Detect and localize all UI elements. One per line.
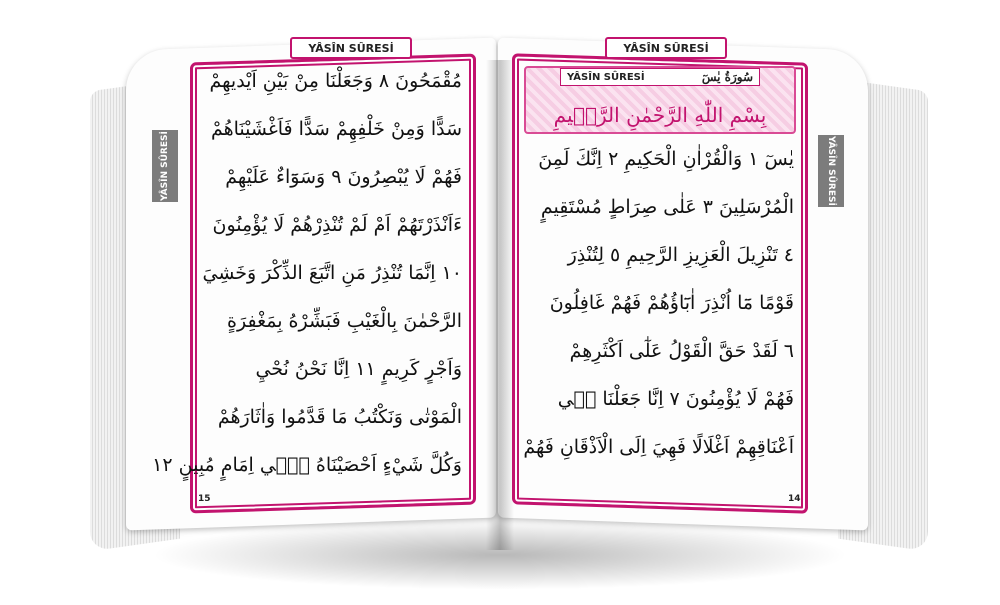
right-page-number: 14 [788, 494, 801, 504]
right-side-tab: YÂSÎN SÛRESİ [818, 135, 844, 207]
left-line-6: الرَّحْمٰنَ بِالْغَيْبِ فَبَشِّرْهُ بِمَغْفِرَةٍ [227, 310, 462, 332]
left-line-5: ١٠ اِنَّمَا تُنْذِرُ مَنِ اتَّبَعَ الذِّكْرَ وَخَشِيَ [202, 262, 462, 284]
left-line-7: وَاَجْرٍ كَرِيمٍ ١١ اِنَّا نَحْنُ نُحْيِ [255, 358, 462, 380]
right-line-6: فَهُمْ لَا يُؤْمِنُونَ ٧ اِنَّا جَعَلْنَا فٖي [557, 388, 794, 410]
right-line-7: اَعْنَاقِهِمْ اَغْلَالًا فَهِيَ اِلَى الْاَذْقَانِ فَهُمْ [523, 436, 794, 458]
bismillah: بِسْمِ اللّٰهِ الرَّحْمٰنِ الرَّحٖيمِ [553, 103, 767, 127]
left-page-number: 15 [198, 494, 211, 504]
surah-title-arabic: سُورَةُ يٰسٓ [701, 70, 753, 84]
right-line-3: ٤ تَنْزِيلَ الْعَزِيزِ الرَّحِيمِ ٥ لِتُنْذِرَ [567, 244, 794, 266]
left-line-8: الْمَوْتٰى وَنَكْتُبُ مَا قَدَّمُوا وَاٰثَارَهُمْ [217, 406, 462, 428]
left-line-2: سَدًّا وَمِنْ خَلْفِهِمْ سَدًّا فَاَغْشَيْنَاهُمْ [210, 118, 462, 140]
left-line-3: فَهُمْ لَا يُبْصِرُونَ ٩ وَسَوَٓاءٌ عَلَيْهِمْ [225, 166, 462, 188]
left-side-tab: YÂSÎN SÛRESİ [152, 130, 178, 202]
right-line-1: يٰسٓ ١ وَالْقُرْاٰنِ الْحَكِيمِ ٢ اِنَّكَ لَمِنَ [538, 148, 794, 170]
right-line-2: الْمُرْسَلِينَ ٣ عَلٰى صِرَاطٍ مُسْتَقِيمٍ [540, 196, 794, 218]
left-page-header: YÂSÎN SÛRESİ [290, 37, 412, 59]
book-gutter [486, 60, 514, 550]
right-page-header: YÂSÎN SÛRESİ [605, 37, 727, 59]
right-line-4: قَوْمًا مَٓا اُنْذِرَ اٰبَٓاؤُهُمْ فَهُمْ غَافِلُونَ [549, 292, 794, 314]
left-line-9: وَكُلَّ شَيْءٍ اَحْصَيْنَاهُ فٖٓي اِمَامٍ مُبِينٍ ١٢ [152, 454, 462, 476]
left-line-1: مُقْمَحُونَ ٨ وَجَعَلْنَا مِنْ بَيْنِ اَيْديهِمْ [209, 70, 462, 92]
left-line-4: ءَاَنْذَرْتَهُمْ اَمْ لَمْ تُنْذِرْهُمْ لَا يُؤْمِنُونَ [212, 214, 462, 236]
surah-title-bar [560, 68, 760, 86]
surah-title-turkish: YÂSÎN SÛRESİ [567, 71, 645, 83]
right-line-5: ٦ لَقَدْ حَقَّ الْقَوْلُ عَلٰٓى اَكْثَرِهِمْ [569, 340, 794, 362]
